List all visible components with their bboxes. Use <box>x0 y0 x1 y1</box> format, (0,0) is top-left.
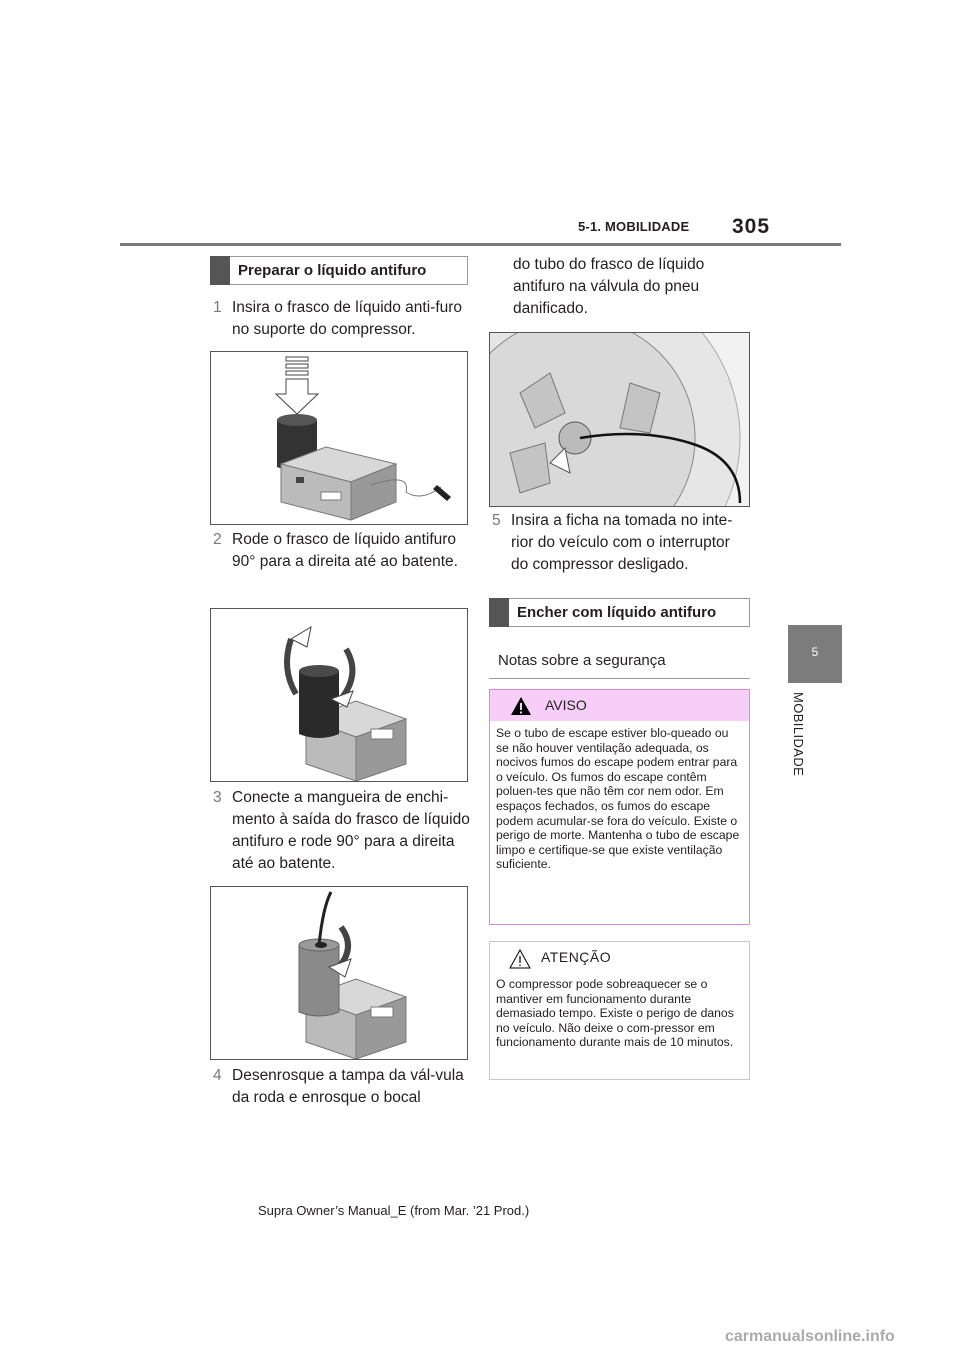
warning-text: Se o tubo de escape estiver blo-queado ou se não houver ventilação adequada, os nocivos fumos do escape podem entrar para o veículo. Os fumos do escape contêm poluen-tes que não têm cor nem odor. Em espaços fechados, os fumos do escape podem acumular-se fora do veículo. Existe o perigo de morte. Mantenha o tubo de escape limpo e certifique-se que existe ventilação suficiente. <box>496 726 740 872</box>
figure-connect-hose-illustration <box>211 887 467 1059</box>
step-3 <box>213 787 473 875</box>
figure-insert-bottle <box>210 351 468 525</box>
chapter-number: 5 <box>811 645 819 659</box>
header-rule <box>120 243 841 246</box>
safety-notes-rule <box>489 678 750 679</box>
caution-box <box>489 941 750 1080</box>
section-heading-text: Encher com líquido antifuro <box>517 604 717 621</box>
step-5 <box>492 510 752 576</box>
warning-title: AVISO <box>545 697 587 713</box>
section-heading-marker <box>210 256 230 285</box>
caution-triangle-icon <box>509 949 531 969</box>
caution-title: ATENÇÃO <box>541 949 612 965</box>
section-heading-prepare <box>210 256 468 285</box>
step-1 <box>213 297 473 341</box>
chapter-name: MOBILIDADE <box>791 692 806 777</box>
step-text: Conecte a mangueira de enchi-mento à saída do frasco de líquido antifuro e rode 90° para a direita até ao batente. <box>232 789 470 872</box>
step-number: 5 <box>492 512 501 529</box>
figure-wheel-valve-illustration <box>490 333 749 506</box>
warning-header <box>490 690 749 721</box>
step-4 <box>213 1065 473 1109</box>
figure-connect-hose <box>210 886 468 1060</box>
step-number: 1 <box>213 299 222 316</box>
safety-notes-label: Notas sobre a segurança <box>498 652 666 669</box>
watermark: carmanualsonline.info <box>725 1328 895 1345</box>
caution-header <box>490 942 749 973</box>
figure-rotate-bottle-illustration <box>211 609 467 781</box>
caution-text: O compressor pode sobreaquecer se o mantiver em funcionamento durante demasiado tempo. Existe o perigo de danos no veículo. Não deixe o com-pressor em funcionamento durante mais de 10 minutos. <box>496 977 734 1050</box>
footer-text: Supra Owner’s Manual_E (from Mar. ’21 Prod.) <box>258 1203 530 1218</box>
figure-insert-bottle-illustration <box>211 352 467 524</box>
section-heading-fill <box>489 598 750 627</box>
page-number: 305 <box>732 215 771 238</box>
section-heading-text: Preparar o líquido antifuro <box>238 262 427 279</box>
step-4-continuation: do tubo do frasco de líquido antifuro na válvula do pneu danificado. <box>513 256 705 317</box>
section-heading-marker <box>489 598 509 627</box>
warning-triangle-icon <box>510 696 532 716</box>
step-text: Insira a ficha na tomada no inte-rior do veículo com o interruptor do compressor desligado. <box>511 512 733 573</box>
step-2 <box>213 529 473 595</box>
step-text: Desenrosque a tampa da vál-vula da roda e enrosque o bocal <box>232 1067 464 1106</box>
figure-wheel-valve <box>489 332 750 507</box>
section-title: 5-1. MOBILIDADE <box>578 219 690 234</box>
step-text: Insira o frasco de líquido anti-furo no suporte do compressor. <box>232 299 463 338</box>
step-text: Rode o frasco de líquido antifuro 90° para a direita até ao batente. <box>232 531 458 570</box>
step-number: 4 <box>213 1067 222 1084</box>
warning-box <box>489 689 750 925</box>
step-number: 2 <box>213 531 222 548</box>
figure-rotate-bottle <box>210 608 468 782</box>
step-number: 3 <box>213 789 222 806</box>
